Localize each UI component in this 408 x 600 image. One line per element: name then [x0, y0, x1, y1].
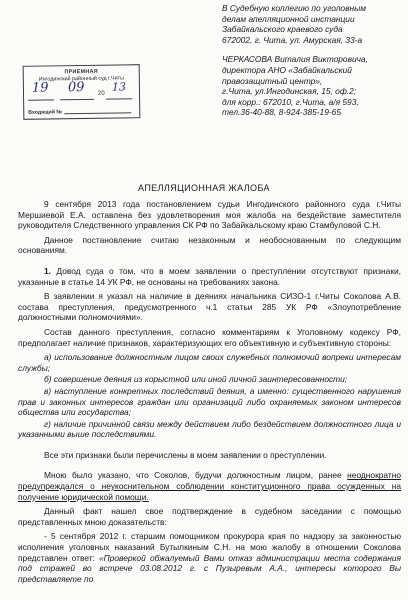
paragraph: Состав данного преступления, согласно комментариям к Уголовному кодексу РФ, предполагает наличие признаков, характеризующих его объективную и субъективную стороны: [18, 326, 401, 348]
paragraph [18, 266, 401, 287]
paragraph: Данный факт нашел свое подтверждение в судебном заседании с помощью представленных мною доказательств: [18, 506, 401, 527]
stamp-subtitle: Ингодинский районный суд г.Читы [38, 75, 124, 83]
addressee-line: Забайкальского краевого суда [222, 24, 343, 35]
stamp-year: 13 [111, 80, 127, 94]
paragraph: Все эти признаки были перечислены в моем заявлении о преступлении. [44, 449, 327, 460]
sender-line: для корр.: 672010, г.Чита, а/я 593, [222, 96, 359, 107]
paragraph: В заявлении я указал на наличие в деяниях начальника СИЗО-1 г.Читы Соколова А.В. состава преступления, предусмотренного ч.1 статьи 285 УК РФ «Злоупотребление должностными полномочиями». [18, 291, 401, 323]
stamp-day: 19 [31, 80, 49, 96]
paragraph: 9 сентября 2013 года постановлением судьи Ингодинского районного суда г.Читы Мершиевой Е.А. оставлена без удовлетворения моя жалоба на бездействие заместителя руководителя Следственного управления СК РФ по Забайкальскому краю Стамбуловой С.Н. [18, 199, 401, 231]
sender-line: г.Чита, ул.Ингодинская, 15, оф.2; [222, 86, 357, 97]
paragraph [18, 531, 401, 584]
appeal-body [18, 199, 401, 588]
paragraph-text: - 5 сентября 2012 г. старшим помощником прокурора края по надзору за законностью исполнения уголовных наказаний Бутылкиным С.Н. на мою жалобу в отношении Соколова представлен ответ: [18, 531, 401, 563]
addressee-line: 672002, г. Чита, ул. Амурская, 33-а [222, 34, 363, 45]
criterion-b: б) совершение деяния из корыстной или иной личной заинтересованности; [44, 374, 348, 385]
criterion-d: г) наличие причинной связи между действием либо бездействием должностного лица и указанными выше последствиями. [18, 418, 401, 440]
addressee-line: В Судебную коллегию по уголовным [222, 3, 366, 13]
stamp-year-prefix: 20 [97, 90, 105, 97]
paragraph: Данное постановление считаю незаконным и необоснованным по следующим основаниям. [18, 234, 401, 256]
sender-line: тел.36-40-88, 8-924-385-19-65 [222, 107, 341, 118]
item-number: 1. [44, 265, 51, 276]
document-heading: АПЕЛЛЯЦИОННАЯ ЖАЛОБА [138, 183, 270, 193]
paragraph-text: Мною было указано, что Соколов, будучи должностным лицом, ранее [44, 470, 342, 481]
stamp-registry-label: Входящий № [28, 109, 63, 117]
sender-line: ЧЕРКАСОВА Виталия Викторовича, [222, 54, 368, 65]
addressee-block [222, 3, 404, 118]
paragraph-text: Довод суда о том, что в моем заявлении о преступлении отсутствуют признаки, указанные в статье 14 УК РФ, не основаны на требованиях закона. [18, 265, 402, 287]
criterion-c: в) наступление конкретных последствий деяния, а именно: существенного нарушения прав и законных интересов граждан или организаций либо охраняемых законом интересов общества или государства; [18, 385, 401, 418]
paragraph [18, 470, 401, 502]
underlined-text: неоднократно предупреждался о неукоснительном соблюдении конституционного права осужденных на получение юридической помощи. [18, 470, 401, 502]
sender-line: директора АНО «Забайкальский [222, 64, 352, 75]
quoted-text: «Проверкой обжалуемый Вами отказ администрации места содержания под стражей во встрече 03.08.2012 г. с Пузыревым А.А., интересы которого Вы представляете по [18, 552, 401, 584]
court-reception-stamp [23, 64, 141, 120]
stamp-month: 09 [67, 80, 85, 96]
sender-line: правозащитный центр», [222, 75, 323, 86]
stamp-date [24, 82, 139, 104]
stamp-title: ПРИЕМНАЯ [64, 68, 99, 76]
addressee-line: делам апелляционной инстанции [222, 13, 355, 24]
criterion-a: а) использование должностным лицом своих служебных полномочий вопреки интересам службы; [18, 352, 401, 373]
